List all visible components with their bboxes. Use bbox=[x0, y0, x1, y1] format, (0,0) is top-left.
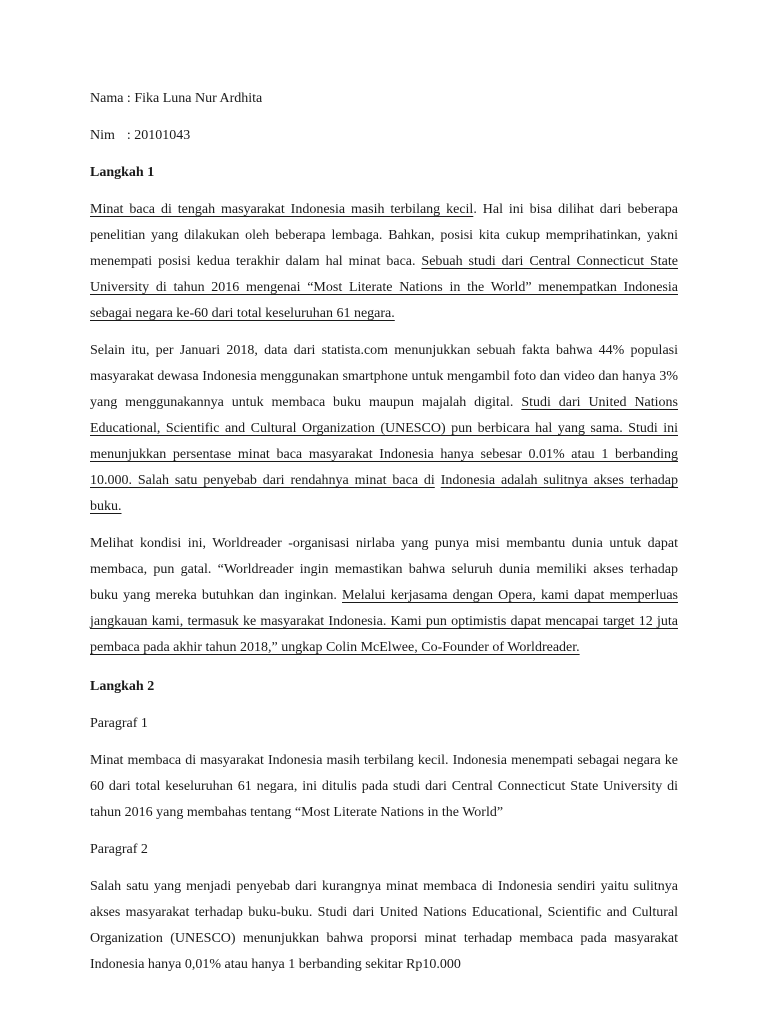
paragraf-1-text: Minat membaca di masyarakat Indonesia masih terbilang kecil. Indonesia menempati sebagai negara ke 60 dari total keseluruhan 61 negara, ini ditulis pada studi dari Central Connecticut State University di tahun 2016 yang membahas tentang “Most Literate Nations in the World” bbox=[90, 753, 678, 820]
paragraf-2-text: Salah satu yang menjadi penyebab dari kurangnya minat membaca di Indonesia sendiri yaitu sulitnya akses masyarakat terhadap buku-buku. Studi dari United Nations Educational, Scientific and Cultural Organization (UNESCO) menunjukkan bahwa proporsi minat terhadap membaca pada masyarakat Indonesia hanya 0,01% atau hanya 1 berbanding sekitar Rp10.000 bbox=[90, 879, 678, 972]
paragraf-1-label: Paragraf 1 bbox=[90, 716, 148, 731]
langkah-1-paragraph-3 bbox=[90, 531, 678, 661]
underlined-text: Studi dari United Nations Educational, Scientific and Cultural Organization (UNESCO) pun berbicara hal yang sama. Studi ini menunjukkan persentase minat baca masyarakat Indonesia hanya sebesar 0.01% atau 1 berbanding 10.000. Salah satu penyebab dari rendahnya minat baca di bbox=[90, 395, 678, 488]
nim-label: Nim bbox=[90, 128, 115, 143]
langkah-1-paragraph-2 bbox=[90, 338, 678, 520]
underlined-text: Sebuah studi dari Central Connecticut State University di tahun 2016 mengenai “Most Literate Nations in the World” menempatkan Indonesia sebagai negara ke-60 dari total keseluruhan 61 negara. bbox=[90, 254, 679, 321]
langkah-2-heading: Langkah 2 bbox=[90, 679, 155, 694]
student-name: Nama : Fika Luna Nur Ardhita bbox=[90, 91, 263, 106]
document-page bbox=[90, 86, 678, 989]
paragraf-2-label: Paragraf 2 bbox=[90, 842, 148, 857]
body-text: Melihat kondisi ini, Worldreader -organisasi nirlaba yang punya misi membantu dunia untuk dapat membaca, pun gatal. “Worldreader ingin memastikan bahwa seluruh dunia memiliki akses terhadap buku yang mereka butuhkan dan inginkan. bbox=[90, 536, 678, 603]
student-nim bbox=[90, 123, 678, 149]
underlined-text: Indonesia adalah sulitnya akses terhadap buku. bbox=[90, 473, 679, 514]
langkah-1-paragraph-1 bbox=[90, 197, 678, 327]
body-text: Selain itu, per Januari 2018, data dari statista.com menunjukkan sebuah fakta bahwa 44% populasi masyarakat dewasa Indonesia menggunakan smartphone untuk mengambil foto dan video dan hanya 3% yang menggunakannya untuk membaca buku maupun majalah digital. bbox=[90, 343, 678, 410]
underlined-text: Minat baca di tengah masyarakat Indonesia masih terbilang kecil bbox=[90, 202, 474, 217]
body-text: . Hal ini bisa dilihat dari beberapa penelitian yang dilakukan oleh beberapa lembaga. Bahkan, posisi kita cukup memprihatinkan, yakni menempati posisi kedua terakhir dalam hal minat baca. bbox=[90, 202, 678, 269]
langkah-1-heading: Langkah 1 bbox=[90, 165, 155, 180]
nim-value: : 20101043 bbox=[126, 128, 191, 143]
underlined-text: Melalui kerjasama dengan Opera, kami dapat memperluas jangkauan kami, termasuk ke masyarakat Indonesia. Kami pun optimistis dapat mencapai target 12 juta pembaca pada akhir tahun 2018,” ungkap Colin McElwee, Co-Founder of Worldreader. bbox=[90, 588, 678, 655]
